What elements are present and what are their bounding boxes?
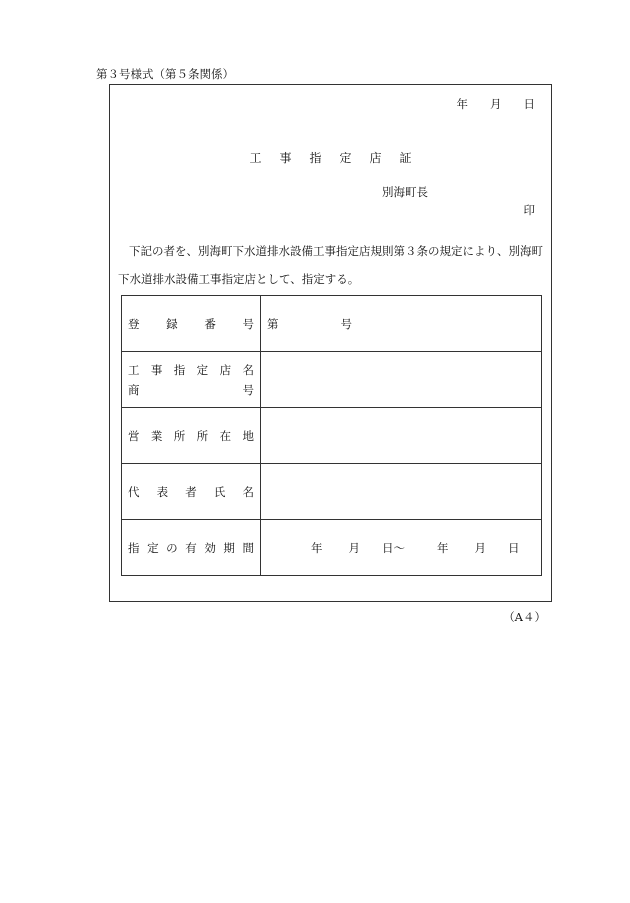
period-to-year: 年 — [437, 540, 449, 555]
period-to-day: 日 — [508, 540, 520, 555]
period-from-month: 月 — [348, 540, 360, 555]
issuer-name: 別海町長 — [382, 185, 428, 199]
table-row — [122, 296, 542, 352]
paper-size-note: （A４） — [503, 610, 546, 624]
business-name-label: 工 事 指 定 店 名 商 号 — [122, 352, 261, 408]
seal-mark: 印 — [523, 203, 535, 217]
date-year: 年 — [456, 97, 468, 111]
table-row — [122, 464, 542, 520]
statement-line-2: 下水道排水設備工事指定店として、指定する。 — [118, 272, 360, 286]
form-number-label: 第３号様式（第５条関係） — [96, 67, 234, 81]
validity-period-label: 指 定 の 有 効 期 間 — [122, 520, 261, 576]
business-name-field[interactable] — [261, 352, 542, 408]
period-to-month: 月 — [474, 540, 486, 555]
registration-number-field[interactable]: 第 号 — [261, 296, 542, 352]
table-row — [122, 520, 542, 576]
period-from-day: 日～ — [382, 540, 405, 555]
validity-period-field[interactable] — [261, 520, 542, 576]
date-month: 月 — [490, 97, 502, 111]
certificate-title: 工事指定店証 — [249, 151, 430, 165]
designee-info-table — [121, 295, 542, 576]
office-address-label: 営 業 所 所 在 地 — [122, 408, 261, 464]
office-address-field[interactable] — [261, 408, 542, 464]
issue-date — [457, 96, 536, 112]
representative-name-field[interactable] — [261, 464, 542, 520]
designation-statement — [118, 237, 548, 293]
date-day: 日 — [523, 97, 535, 111]
certificate-frame — [109, 84, 552, 602]
registration-number-label: 登 録 番 号 — [122, 296, 261, 352]
period-from-year: 年 — [311, 540, 323, 555]
statement-line-1: 下記の者を、別海町下水道排水設備工事指定店規則第３条の規定により、別海町 — [129, 244, 543, 258]
table-row — [122, 352, 542, 408]
representative-name-label: 代 表 者 氏 名 — [122, 464, 261, 520]
table-row — [122, 408, 542, 464]
